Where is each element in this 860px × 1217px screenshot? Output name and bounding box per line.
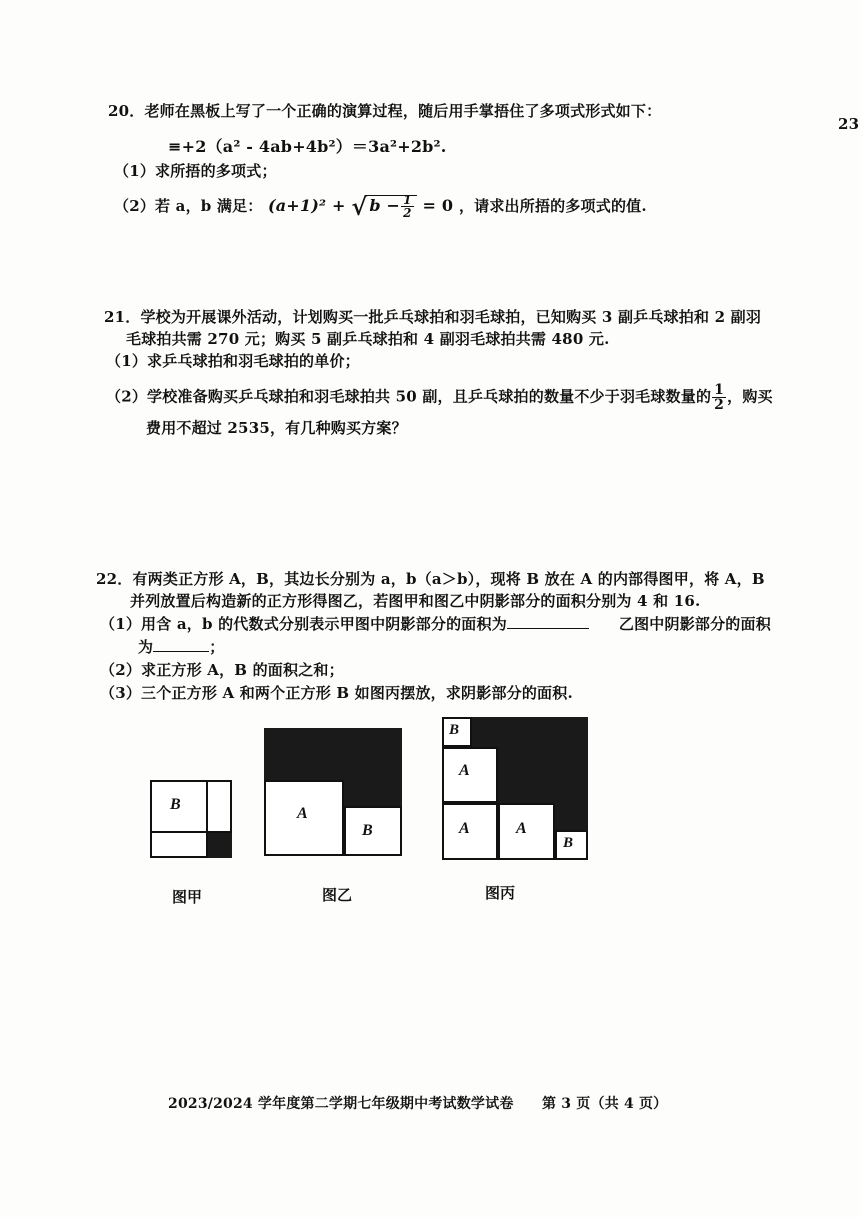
figure-bing-label-b-top: B	[449, 722, 460, 738]
q22-part1b: 乙图中阴影部分的面积	[618, 615, 771, 633]
q20-stem: 20．老师在黑板上写了一个正确的演算过程，随后用手掌捂住了多项式形式如下：	[108, 102, 662, 120]
figure-bing-caption: 图丙	[485, 884, 516, 902]
q20-formula	[168, 134, 447, 157]
figure-jia-divider-v	[206, 780, 208, 858]
sqrt-body	[367, 193, 416, 220]
answer-blank-yi[interactable]	[153, 651, 209, 652]
q21-frac-den: 2	[714, 397, 725, 413]
side-page-number: 23	[838, 115, 860, 133]
q21-stem-line2: 毛球拍共需 270 元；购买 5 副乒乓球拍和 4 副羽毛球拍共需 480 元.	[126, 330, 610, 348]
q22-part1-cont	[138, 636, 224, 657]
q20-frac-den: 2	[403, 206, 412, 220]
q21-fraction	[712, 383, 726, 412]
q20-part2-square-term: (a+1)² +	[267, 196, 352, 215]
q22-stem-line2: 并列放置后构造新的正方形得图乙，若图甲和图乙中阴影部分的面积分别为 4 和 16.	[130, 592, 701, 610]
figure-yi-label-b: B	[362, 822, 373, 839]
figure-jia-label-b: B	[170, 796, 181, 813]
q20-part2-prefix: （2）若 a，b 满足：	[114, 197, 263, 215]
q20-fraction	[401, 194, 414, 219]
q21-stem-line1: 21．学校为开展课外活动，计划购买一批乒乓球拍和羽毛球拍，已知购买 3 副乒乓球拍和 2 副羽	[104, 308, 762, 326]
figure-bing-square-a-upper	[442, 747, 498, 803]
q22-stem-line1: 22．有两类正方形 A，B，其边长分别为 a，b（a＞b），现将 B 放在 A 的内部得图甲，将 A，B	[96, 570, 765, 588]
q22-part2: （2）求正方形 A，B 的面积之和；	[100, 661, 344, 679]
q22-part1d: ；	[209, 638, 225, 656]
q21-frac-num: 1	[714, 382, 725, 398]
figure-bing-label-a-lower-left: A	[459, 820, 470, 837]
figure-jia-divider-h	[150, 831, 232, 833]
figure-bing-label-a-lower-right: A	[516, 820, 527, 837]
sqrt-inner: b −	[369, 196, 401, 215]
q22-part3: （3）三个正方形 A 和两个正方形 B 如图丙摆放，求阴影部分的面积.	[100, 684, 573, 702]
figure-yi-square-b	[344, 806, 402, 856]
q20-formula-text: +2（a² - 4ab+4b²）＝3a²+2b².	[181, 137, 447, 156]
footer-page-indicator: 第 3 页（共 4 页）	[542, 1096, 668, 1112]
q22-part1	[100, 613, 771, 634]
q21-part2-text: （2）学校准备购买乒乓球拍和羽毛球拍共 50 副，且乒乓球拍的数量不少于羽毛球数量的	[106, 387, 712, 406]
figure-bing-label-a-upper: A	[459, 762, 470, 779]
q21-part2-line2: 费用不超过 2535，有几种购买方案？	[146, 419, 407, 437]
figure-bing-square-a-lower-left	[442, 803, 498, 860]
q20-frac-num: 1	[403, 193, 412, 207]
q21-part2-end: ，购买	[727, 387, 773, 406]
q21-part2-line1	[106, 383, 773, 412]
figure-yi-label-a: A	[297, 805, 308, 822]
q22-part1c: 为	[138, 638, 154, 656]
q22-part1a: （1）用含 a，b 的代数式分别表示甲图中阴影部分的面积为	[100, 615, 507, 633]
sqrt-symbol: √	[351, 192, 368, 221]
figure-bing-label-b-bottom: B	[563, 835, 574, 851]
q20-part1: （1）求所捂的多项式；	[114, 162, 277, 180]
q20-part2-expr	[267, 192, 459, 221]
figure-jia-shaded-corner	[206, 832, 232, 858]
figure-yi-caption: 图乙	[322, 886, 353, 904]
footer-exam-title: 2023/2024 学年度第二学期七年级期中考试数学试卷	[168, 1096, 514, 1112]
figure-jia-caption: 图甲	[172, 888, 203, 906]
q21-part1: （1）求乒乓球拍和羽毛球拍的单价；	[106, 352, 360, 370]
q20-part2-suffix: ，请求出所捂的多项式的值.	[458, 197, 647, 215]
covered-polynomial-mark: ≡	[168, 137, 182, 156]
q20-part2	[114, 192, 647, 221]
q20-part2-equals-zero: = 0	[422, 196, 454, 215]
answer-blank-jia[interactable]	[507, 628, 589, 629]
